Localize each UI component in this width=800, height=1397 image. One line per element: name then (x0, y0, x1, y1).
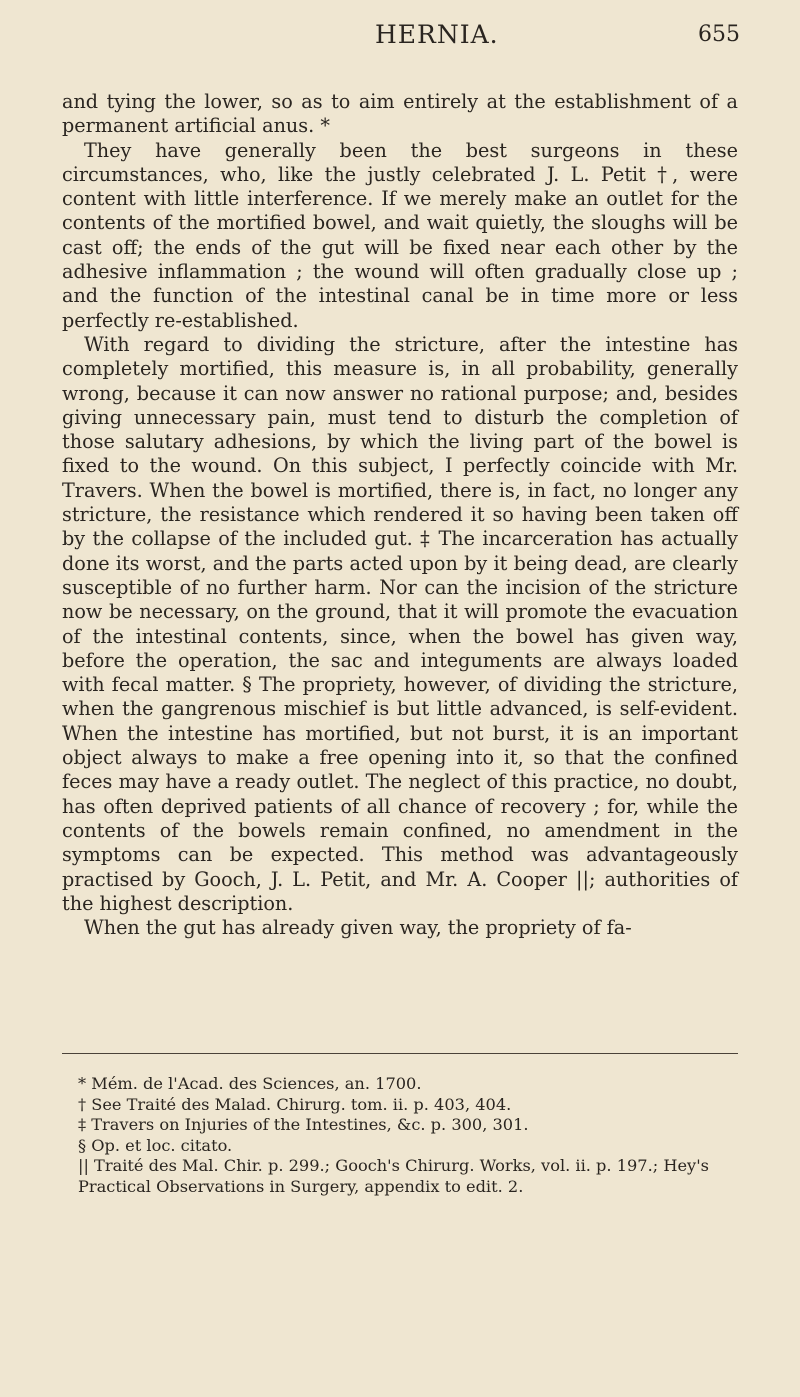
paragraph: and tying the lower, so as to aim entirely at the establishment of a permanent artificial anus. * (62, 90, 738, 138)
footnote-divider (62, 1053, 738, 1054)
page-header (60, 16, 740, 58)
paragraph: When the gut has already given way, the propriety of fa- (84, 916, 632, 940)
paragraph: They have generally been the best surgeons in these circumstances, who, like the justly celebrated J. L. Petit †, were content with little interference. If we merely make an outlet for the contents of the mortified bowel, and wait quietly, the sloughs will be cast off; the ends of the gut will be fixed near each other by the adhesive inflammation ; the wound will often gradually close up ; and the function of the intestinal canal be in time more or less perfectly re-established. (62, 138, 738, 332)
page-number: 655 (698, 22, 740, 47)
footnote: † See Traité des Malad. Chirurg. tom. ii. p. 403, 404. (78, 1094, 512, 1114)
paragraph: With regard to dividing the stricture, after the intestine has completely mortified, this measure is, in all probability, generally wrong, because it can now answer no rational purpose; and, besides giving unnecessary pain, must tend to disturb the completion of those salutary adhesions, by which the living part of the bowel is fixed to the wound. On this subject, I perfectly coincide with Mr. Travers. When the bowel is mortified, there is, in fact, no longer any stricture, the resistance which rendered it so having been taken off by the collapse of the included gut. ‡ The incarceration has actually done its worst, and the parts acted upon by it being dead, are clearly susceptible of no further harm. Nor can the incision of the stricture now be necessary, on the ground, that it will promote the evacuation of the intestinal contents, since, when the bowel has given way, before the operation, the sac and integuments are always loaded with fecal matter. § The propriety, however, of dividing the stricture, when the gangrenous mischief is but little advanced, is self-evident. When the intestine has mortified, but not burst, it is an important object always to make a free opening into it, so that the confined feces may have a ready outlet. The neglect of this practice, no doubt, has often deprived patients of all chance of recovery ; for, while the contents of the bowels remain confined, no amendment in the symptoms can be expected. This method was advantageously practised by Gooch, J. L. Petit, and Mr. A. Cooper ||; authorities of the highest description. (62, 332, 738, 915)
footnote: ‡ Travers on Injuries of the Intestines, &c. p. 300, 301. (78, 1115, 529, 1134)
running-title: HERNIA. (375, 20, 499, 49)
footnote: * Mém. de l'Acad. des Sciences, an. 1700. (78, 1074, 422, 1093)
footnotes (62, 1074, 738, 1197)
footnote: § Op. et loc. citato. (78, 1135, 233, 1155)
footnote: || Traité des Mal. Chir. p. 299.; Gooch's Chirurg. Works, vol. ii. p. 197.; Hey's Practical Observations in Surgery, appendix to edit. 2. (78, 1156, 709, 1196)
main-text (62, 90, 738, 940)
